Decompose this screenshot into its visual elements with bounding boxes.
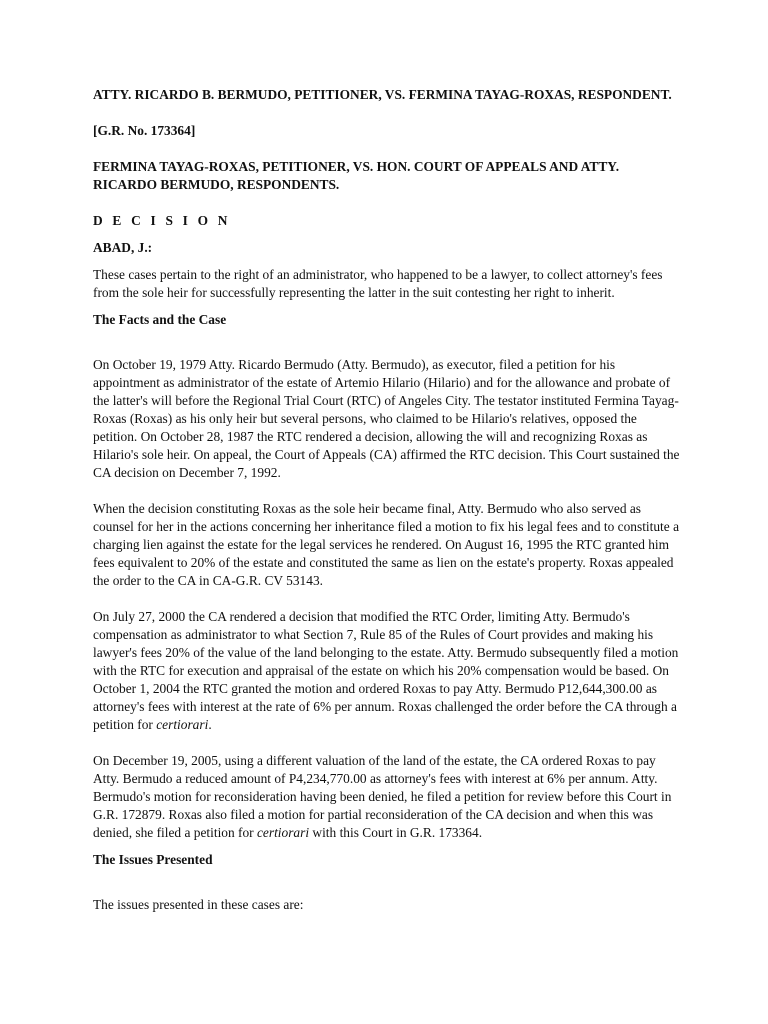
facts-paragraph-3-italic: certiorari xyxy=(156,717,209,732)
facts-paragraph-3-end: . xyxy=(208,717,212,732)
facts-paragraph-1: On October 19, 1979 Atty. Ricardo Bermudo (Atty. Bermudo), as executor, filed a petition for his appointment as administrator of the estate of Artemio Hilario (Hilario) and for the allowance and probate of the latter's will before the Regional Trial Court (RTC) of Angeles City. The testator instituted Fermina Tayag-Roxas (Roxas) as his only heir but several persons, who claimed to be Hilario's relatives, opposed the petition. On October 28, 1987 the RTC rendered a decision, allowing the will and recognizing Roxas as Hilario's sole heir. On appeal, the Court of Appeals (CA) affirmed the RTC decision. This Court sustained the CA decision on December 7, 1992. xyxy=(93,357,680,480)
gr-number: [G.R. No. 173364] xyxy=(93,123,196,138)
facts-paragraph-2: When the decision constituting Roxas as the sole heir became final, Atty. Bermudo who also served as counsel for her in the actions concerning her inheritance filed a motion to fix his legal fees and to constitute a charging lien against the estate for the legal services he rendered. On August 16, 1995 the RTC granted him fees equivalent to 20% of the estate and constituted the same as lien on the estate's property. Roxas appealed the order to the CA in CA-G.R. CV 53143. xyxy=(93,501,680,588)
case-title-2: FERMINA TAYAG-ROXAS, PETITIONER, VS. HON. COURT OF APPEALS AND ATTY. RICARDO BERMUDO, RESPONDENTS. xyxy=(93,159,620,192)
facts-paragraph-4-text: On December 19, 2005, using a different valuation of the land of the estate, the CA ordered Roxas to pay Atty. Bermudo a reduced amount of P4,234,770.00 as attorney's fees with interest at 6% per annum. Atty. Bermudo's motion for reconsideration having been denied, he filed a petition for review before this Court in G.R. 172879. Roxas also filed a motion for partial reconsideration of the CA decision and when this was denied, she filed a petition for xyxy=(93,753,672,840)
facts-paragraph-3-text: On July 27, 2000 the CA rendered a decision that modified the RTC Order, limiting Atty. Bermudo's compensation as administrator to what Section 7, Rule 85 of the Rules of Court provides and making his lawyer's fees 20% of the value of the land belonging to the estate. Atty. Bermudo subsequently filed a motion with the RTC for execution and appraisal of the estate on which his 20% compensation would be based. On October 1, 2004 the RTC granted the motion and ordered Roxas to pay Atty. Bermudo P12,644,300.00 as attorney's fees with interest at the rate of 6% per annum. Roxas challenged the order before the CA through a petition for xyxy=(93,609,679,732)
case-title-1: ATTY. RICARDO B. BERMUDO, PETITIONER, VS. FERMINA TAYAG-ROXAS, RESPONDENT. xyxy=(93,87,672,102)
section-facts-heading: The Facts and the Case xyxy=(93,312,227,327)
document-page xyxy=(93,86,683,914)
decision-label: D E C I S I O N xyxy=(93,213,231,228)
facts-paragraph-4-italic: certiorari xyxy=(256,825,310,840)
intro-paragraph: These cases pertain to the right of an administrator, who happened to be a lawyer, to collect attorney's fees from the sole heir for successfully representing the latter in the suit contesting her right to inherit. xyxy=(93,267,663,300)
ponente: ABAD, J.: xyxy=(93,240,153,255)
issues-intro-paragraph: The issues presented in these cases are: xyxy=(93,897,304,912)
facts-paragraph-3 xyxy=(93,608,683,734)
section-issues-heading: The Issues Presented xyxy=(93,852,213,867)
facts-paragraph-4 xyxy=(93,752,683,842)
facts-paragraph-4-end: with this Court in G.R. 173364. xyxy=(309,825,483,840)
